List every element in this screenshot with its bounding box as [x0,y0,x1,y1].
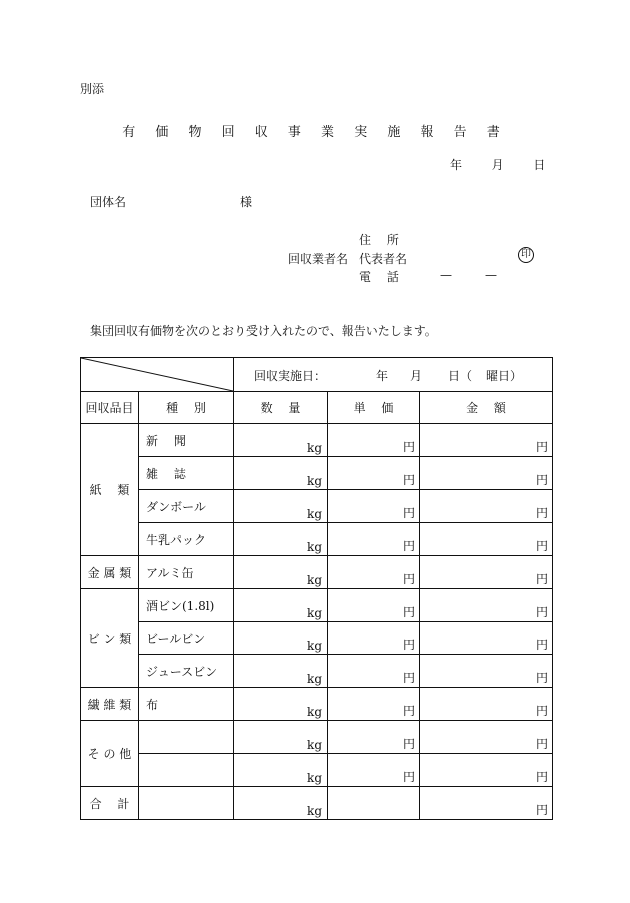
unit-price-cell[interactable]: 円 [328,688,420,721]
quantity-cell[interactable]: kg [234,490,328,523]
table-row [81,523,553,556]
quantity-cell[interactable]: kg [234,688,328,721]
quantity-cell[interactable]: kg [234,457,328,490]
category-paper: 紙 類 [81,424,139,556]
amount-cell[interactable]: 円 [420,754,553,787]
category-bottle: ビ ン 類 [81,589,139,688]
table-row [81,688,553,721]
amount-cell[interactable]: 円 [420,556,553,589]
unit-price-cell[interactable]: 円 [328,721,420,754]
unit-price-cell[interactable]: 円 [328,754,420,787]
item-other-blank[interactable] [139,754,234,787]
category-total: 合 計 [81,787,139,820]
collection-date-label: 回収実施日： [254,369,327,383]
table-row [81,655,553,688]
item-beer-bottle: ビールビン [139,622,234,655]
total-amount-cell[interactable]: 円 [420,787,553,820]
unit-price-cell[interactable]: 円 [328,655,420,688]
organization-honorific: 様 [240,195,253,209]
collection-date-month: 月 [410,369,423,383]
quantity-cell[interactable]: kg [234,721,328,754]
phone-label: 電 話 [359,270,399,284]
attachment-label: 別添 [80,82,105,96]
collection-date-weekday: 曜日） [486,369,523,383]
category-metal: 金 属 類 [81,556,139,589]
organization-line [90,193,253,210]
phone-dash-2: — [485,268,497,282]
organization-label: 団体名 [90,195,127,209]
category-other: そ の 他 [81,721,139,787]
quantity-cell[interactable]: kg [234,589,328,622]
date-year: 年 [450,158,463,172]
table-row [81,589,553,622]
report-table [80,357,553,820]
table-row [81,721,553,754]
item-milk-carton: 牛乳パック [139,523,234,556]
quantity-cell[interactable]: kg [234,622,328,655]
table-header-row [81,392,553,424]
table-row [81,556,553,589]
item-newspaper: 新 聞 [139,424,234,457]
table-row [81,622,553,655]
unit-price-cell[interactable]: 円 [328,556,420,589]
unit-price-cell[interactable]: 円 [328,490,420,523]
table-row [81,457,553,490]
amount-cell[interactable]: 円 [420,589,553,622]
header-item: 回収品目 [81,392,139,424]
amount-cell[interactable]: 円 [420,721,553,754]
header-type: 種 別 [139,392,234,424]
amount-cell[interactable]: 円 [420,622,553,655]
amount-cell[interactable]: 円 [420,424,553,457]
header-amount: 金 額 [420,392,553,424]
diagonal-header-cell [81,358,234,392]
amount-cell[interactable]: 円 [420,490,553,523]
item-cardboard: ダンボール [139,490,234,523]
category-fiber: 繊 維 類 [81,688,139,721]
quantity-cell[interactable]: kg [234,523,328,556]
amount-cell[interactable]: 円 [420,655,553,688]
amount-cell[interactable]: 円 [420,688,553,721]
item-juice-bottle: ジュースビン [139,655,234,688]
report-date [450,156,545,173]
page-title: 有 価 物 回 収 事 業 実 施 報 告 書 [122,125,508,140]
collection-date-cell [234,358,553,392]
total-unit-price-cell [328,787,420,820]
table-row [81,787,553,820]
intro-text: 集団回収有価物を次のとおり受け入れたので、報告いたします。 [90,324,437,338]
unit-price-cell[interactable]: 円 [328,457,420,490]
seal-mark: 印 [518,247,534,263]
table-row [81,490,553,523]
table-row [81,424,553,457]
quantity-cell[interactable]: kg [234,556,328,589]
date-month: 月 [491,158,504,172]
item-aluminum-can: アルミ缶 [139,556,234,589]
quantity-cell[interactable]: kg [234,424,328,457]
unit-price-cell[interactable]: 円 [328,589,420,622]
table-row [81,358,553,392]
item-other-blank[interactable] [139,721,234,754]
item-sake-bottle: 酒ビン(1.8l) [139,589,234,622]
date-day: 日 [533,158,546,172]
amount-cell[interactable]: 円 [420,457,553,490]
unit-price-cell[interactable]: 円 [328,424,420,457]
total-quantity-cell[interactable]: kg [234,787,328,820]
collection-date-year: 年 [376,369,389,383]
quantity-cell[interactable]: kg [234,754,328,787]
representative-label: 代表者名 [359,252,408,266]
unit-price-cell[interactable]: 円 [328,622,420,655]
item-magazine: 雑 誌 [139,457,234,490]
header-unit-price: 単 価 [328,392,420,424]
address-label: 住 所 [359,233,399,247]
amount-cell[interactable]: 円 [420,523,553,556]
collection-date-day: 日（ [448,369,473,383]
table-row [81,754,553,787]
unit-price-cell[interactable]: 円 [328,523,420,556]
phone-dash-1: — [440,268,452,282]
collector-label: 回収業者名 [288,252,349,266]
item-total-blank [139,787,234,820]
quantity-cell[interactable]: kg [234,655,328,688]
header-quantity: 数 量 [234,392,328,424]
diagonal-line [81,358,233,391]
item-cloth: 布 [139,688,234,721]
